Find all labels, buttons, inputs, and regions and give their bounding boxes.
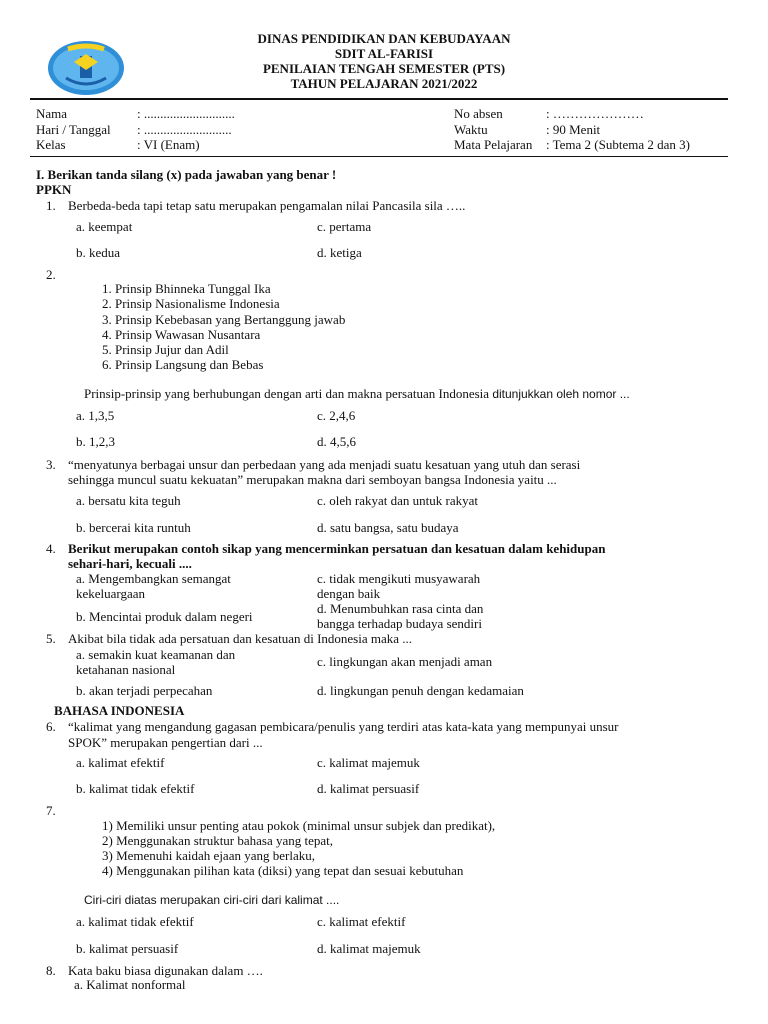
q1-option-d[interactable]: d. ketiga — [317, 245, 362, 260]
q7-option-c[interactable]: c. kalimat efektif — [317, 914, 406, 929]
q3-number: 3. — [46, 457, 56, 472]
header-divider-bottom — [30, 156, 728, 157]
q7-item: 2) Menggunakan struktur bahasa yang tepat, — [102, 833, 334, 848]
q6-number: 6. — [46, 719, 56, 734]
q4-option-c-cont[interactable]: dengan baik — [317, 586, 381, 601]
q5-option-c[interactable]: c. lingkungan akan menjadi aman — [317, 654, 493, 669]
waktu-label: Waktu — [454, 122, 488, 137]
q6-option-c[interactable]: c. kalimat majemuk — [317, 755, 420, 770]
q7-option-b[interactable]: b. kalimat persuasif — [76, 941, 179, 956]
header-line-4: TAHUN PELAJARAN 2021/2022 — [290, 76, 478, 91]
q6-option-b[interactable]: b. kalimat tidak efektif — [76, 781, 195, 796]
q3-option-b[interactable]: b. bercerai kita runtuh — [76, 520, 191, 535]
q7-number: 7. — [46, 803, 56, 818]
q7-option-d[interactable]: d. kalimat majemuk — [317, 941, 421, 956]
q6-option-a[interactable]: a. kalimat efektif — [76, 755, 165, 770]
kelas-label: Kelas — [36, 137, 66, 152]
q2-option-a[interactable]: a. 1,3,5 — [76, 408, 115, 423]
q5-option-a-cont[interactable]: ketahanan nasional — [76, 662, 176, 677]
mapel-label: Mata Pelajaran — [454, 137, 533, 152]
absen-label: No absen — [454, 106, 503, 121]
q4-option-d-cont[interactable]: bangga terhadap budaya sendiri — [317, 616, 482, 631]
q8-option-a[interactable]: a. Kalimat nonformal — [74, 977, 186, 992]
q2-item: 1. Prinsip Bhinneka Tunggal Ika — [102, 281, 271, 296]
q3-option-d[interactable]: d. satu bangsa, satu budaya — [317, 520, 459, 535]
waktu-field: : 90 Menit — [546, 122, 601, 137]
q4-option-a[interactable]: a. Mengembangkan semangat — [76, 571, 231, 586]
q5-option-b[interactable]: b. akan terjadi perpecahan — [76, 683, 213, 698]
q2-option-d[interactable]: d. 4,5,6 — [317, 434, 356, 449]
instruction: I. Berikan tanda silang (x) pada jawaban yang benar ! — [36, 167, 337, 182]
q1-option-c[interactable]: c. pertama — [317, 219, 372, 234]
header-divider-top — [30, 98, 728, 100]
header-line-1: DINAS PENDIDIKAN DAN KEBUDAYAAN — [257, 31, 511, 46]
q1-option-b[interactable]: b. kedua — [76, 245, 121, 260]
q2-item: 4. Prinsip Wawasan Nusantara — [102, 327, 261, 342]
q4-text-line2: sehari-hari, kecuali .... — [68, 556, 192, 571]
q1-text: Berbeda-beda tapi tetap satu merupakan pengamalan nilai Pancasila sila ….. — [68, 198, 466, 213]
section-ppkn: PPKN — [36, 182, 72, 197]
q5-option-d[interactable]: d. lingkungan penuh dengan kedamaian — [317, 683, 524, 698]
q3-text-line1: “menyatunya berbagai unsur dan perbedaan yang ada menjadi suatu kesatuan yang utuh dan serasi — [68, 457, 581, 472]
q6-text-line2: SPOK” merupakan pengertian dari ... — [68, 735, 263, 750]
q2-option-c[interactable]: c. 2,4,6 — [317, 408, 356, 423]
q2-number: 2. — [46, 267, 56, 282]
q3-text-line2: sehingga muncul suatu kekuatan” merupakan makna dari semboyan bangsa Indonesia yaitu ... — [68, 472, 557, 487]
section-bahasa-indonesia: BAHASA INDONESIA — [54, 703, 185, 718]
q7-item: 3) Memenuhi kaidah ejaan yang berlaku, — [102, 848, 315, 863]
absen-field: : ………………… — [546, 106, 644, 121]
q2-item: 6. Prinsip Langsung dan Bebas — [102, 357, 264, 372]
header-line-2: SDIT AL-FARISI — [334, 46, 434, 61]
q4-option-c[interactable]: c. tidak mengikuti musyawarah — [317, 571, 481, 586]
q8-text: Kata baku biasa digunakan dalam …. — [68, 963, 263, 978]
q2-item: 3. Prinsip Kebebasan yang Bertanggung jawab — [102, 312, 346, 327]
nama-field: : ............................ — [137, 106, 235, 121]
q2-stem — [84, 386, 630, 402]
q2-stem-part1: Prinsip-prinsip yang berhubungan dengan arti dan makna persatuan Indonesia — [84, 386, 490, 401]
q2-item: 2. Prinsip Nasionalisme Indonesia — [102, 296, 280, 311]
q2-option-b[interactable]: b. 1,2,3 — [76, 434, 115, 449]
q4-option-a-cont[interactable]: kekeluargaan — [76, 586, 146, 601]
q5-option-a[interactable]: a. semakin kuat keamanan dan — [76, 647, 236, 662]
q7-item: 1) Memiliki unsur penting atau pokok (minimal unsur subjek dan predikat), — [102, 818, 496, 833]
hari-field: : ........................... — [137, 122, 232, 137]
kelas-field: : VI (Enam) — [137, 137, 200, 152]
q6-option-d[interactable]: d. kalimat persuasif — [317, 781, 420, 796]
q7-stem: Ciri-ciri diatas merupakan ciri-ciri dari kalimat .... — [84, 893, 340, 907]
q1-option-a[interactable]: a. keempat — [76, 219, 133, 234]
q5-text: Akibat bila tidak ada persatuan dan kesatuan di Indonesia maka ... — [68, 631, 413, 646]
header-line-3: PENILAIAN TENGAH SEMESTER (PTS) — [262, 61, 506, 76]
q2-stem-part2: ditunjukkan oleh nomor ... — [492, 387, 630, 401]
q5-number: 5. — [46, 631, 56, 646]
q6-text-line1: “kalimat yang mengandung gagasan pembicara/penulis yang terdiri atas kata-kata yang mempunyai unsur — [68, 719, 619, 734]
nama-label: Nama — [36, 106, 68, 121]
q3-option-c[interactable]: c. oleh rakyat dan untuk rakyat — [317, 493, 478, 508]
q3-option-a[interactable]: a. bersatu kita teguh — [76, 493, 181, 508]
q4-text-line1: Berikut merupakan contoh sikap yang mencerminkan persatuan dan kesatuan dalam kehidupan — [68, 541, 606, 556]
q1-number: 1. — [46, 198, 56, 213]
q4-number: 4. — [46, 541, 56, 556]
mapel-field: : Tema 2 (Subtema 2 dan 3) — [546, 137, 690, 152]
q4-option-d[interactable]: d. Menumbuhkan rasa cinta dan — [317, 601, 484, 616]
q2-item: 5. Prinsip Jujur dan Adil — [102, 342, 229, 357]
q7-item: 4) Menggunakan pilihan kata (diksi) yang tepat dan sesuai kebutuhan — [102, 863, 464, 878]
q8-number: 8. — [46, 963, 56, 978]
hari-label: Hari / Tanggal — [36, 122, 111, 137]
q4-option-b[interactable]: b. Mencintai produk dalam negeri — [76, 609, 253, 624]
q7-option-a[interactable]: a. kalimat tidak efektif — [76, 914, 194, 929]
